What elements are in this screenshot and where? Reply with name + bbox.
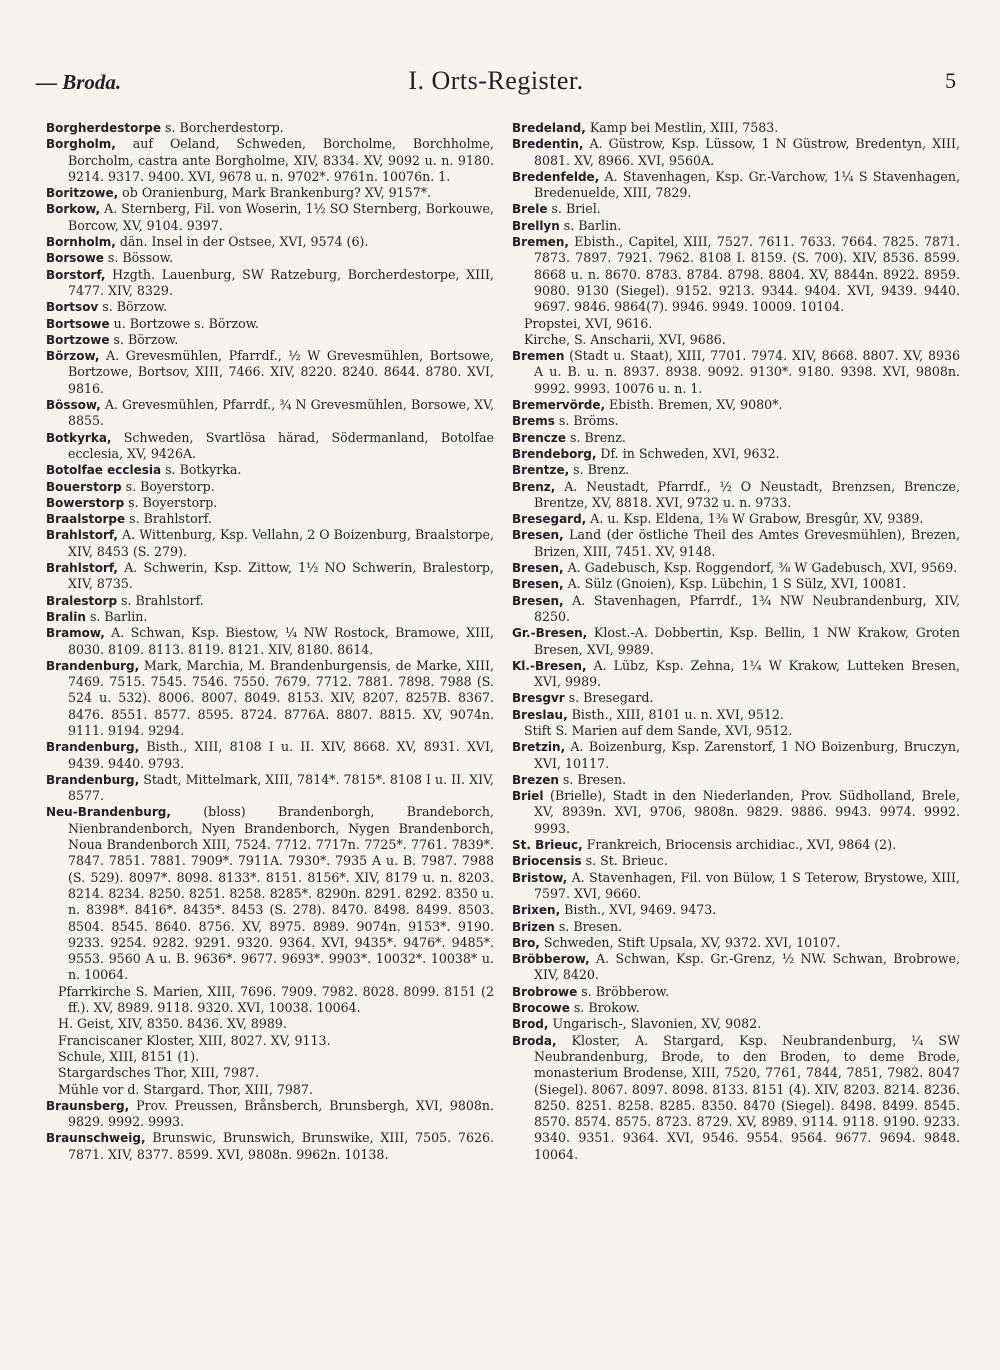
entry-headword: Bretzin, [512, 740, 566, 755]
entry-text: dän. Insel in der Ostsee, XVI, 9574 (6). [115, 234, 369, 250]
entry-text: Hzgth. Lauenburg, SW Ratzeburg, Borcherdestorpe, XIII, 7477. XIV, 8329. [68, 266, 494, 298]
entry-headword: Brems [512, 414, 555, 429]
register-entry [512, 527, 960, 560]
entry-headword: Bortsov [46, 300, 99, 315]
entry-headword: Bristow, [512, 870, 568, 885]
register-entry [46, 593, 494, 609]
entry-headword: Borsowe [46, 251, 104, 266]
register-entry [512, 413, 960, 429]
entry-text: A. Sternberg, Fil. von Woserin, 1½ SO Sternberg, Borkouwe, Borcow, XV, 9104. 9397. [68, 201, 494, 233]
entry-headword: Brenz, [512, 479, 556, 494]
register-entry [512, 560, 960, 576]
register-entry [512, 397, 960, 413]
register-subentry: Kirche, S. Anscharii, XVI, 9686. [524, 331, 726, 347]
register-entry [512, 788, 960, 837]
entry-text: s. Brenz. [565, 429, 626, 445]
entry-headword: Brandenburg, [46, 772, 140, 787]
register-entry [46, 495, 494, 511]
register-entry [512, 234, 960, 315]
register-subentry: Mühle vor d. Stargard. Thor, XIII, 7987. [58, 1081, 313, 1097]
entry-text: s. Bröms. [554, 413, 619, 429]
entry-text: A. Lübz, Ksp. Zehna, 1¼ W Krakow, Lutteken Bresen, XVI, 9989. [534, 657, 960, 690]
register-entry [512, 1033, 960, 1163]
entry-headword: Breslau, [512, 707, 568, 722]
entry-headword: St. Brieuc, [512, 838, 583, 853]
register-entry [46, 185, 494, 201]
entry-headword: Bremervörde, [512, 398, 606, 413]
entry-text: Land (der östliche Theil des Amtes Grevesmühlen), Brezen, Brizen, XIII, 7451. XV, 9148. [534, 527, 960, 559]
entry-headword: Botolfae ecclesia [46, 463, 162, 478]
entry-headword: Briocensis [512, 854, 582, 869]
entry-headword: Bralin [46, 609, 86, 624]
entry-text: u. Bortzowe s. Börzow. [109, 315, 259, 331]
entry-text: A. Wittenburg, Ksp. Vellahn, 2 O Boizenburg, Braalstorpe, XIV, 8453 (S. 279). [68, 527, 494, 559]
entry-text: Df. in Schweden, XVI, 9632. [596, 445, 780, 461]
entry-text: A. Sülz (Gnoien), Ksp. Lübchin, 1 S Sülz, XVI, 10081. [563, 576, 907, 592]
entry-text: Ebisth., Capitel, XIII, 7527. 7611. 7633. 7664. 7825. 7871. 7873. 7897. 7921. 7962. 8108 I. 8159. (S. 700). XIV, 8536. 8599. 8668 u. n. 8670. 8783. 8784. 8798. 8804. XV, 8844n. 8922. 8959. 9080. 9130 (Siegel). 9152. 9213. 9344. 9404. XVI, 9439. 9440. 9697. 9846. 9864(7). 9946. 9949. 10009. 10104. [534, 234, 960, 315]
register-entry [512, 951, 960, 984]
register-entry [512, 772, 960, 788]
register-entry [46, 658, 494, 739]
entry-headword: Brobrowe [512, 984, 578, 999]
entry-text: Klost.-A. Dobbertin, Ksp. Bellin, 1 NW Krakow, Groten Bresen, XVI, 9989. [534, 625, 960, 657]
entry-text: auf Oeland, Schweden, Borcholme, Borchholme, Borcholm, castra ante Borgholme, XIV, 8334. XV, 9092 u. n. 9180. 9214. 9317. 9400. XVI, 9678 u. n. 9702*. 9761n. 10076n. 1. [68, 136, 494, 184]
entry-text: A. Stavenhagen, Fil. von Bülow, 1 S Teterow, Brystowe, XIII, 7597. XVI, 9660. [534, 869, 960, 901]
entry-headword: Brentze, [512, 463, 570, 478]
page-header [36, 66, 956, 102]
entry-text: Prov. Preussen, Brånsberch, Brunsbergh, XVI, 9808n. 9829. 9992. 9993. [68, 1097, 494, 1130]
register-entry [512, 690, 960, 706]
register-entry [46, 397, 494, 430]
entry-headword: Borstorf, [46, 267, 106, 282]
entry-text: s. Brahlstorf. [117, 592, 204, 608]
entry-text: s. Bössow. [103, 250, 174, 266]
entry-text: (Brielle), Stadt in den Niederlanden, Prov. Südholland, Brele, XV, 8939n. XVI, 9706, 9808n. 9829. 9886. 9943. 9974. 9992. 9993. [534, 788, 960, 836]
entry-headword: Brahlstorf, [46, 528, 118, 543]
entry-headword: Bro, [512, 935, 540, 950]
register-entry [512, 853, 960, 869]
register-entry [512, 625, 960, 658]
entry-headword: Braunschweig, [46, 1131, 146, 1146]
entry-headword: Bresen, [512, 561, 564, 576]
entry-text: A. Stavenhagen, Pfarrdf., 1¾ NW Neubrandenburg, XIV, 8250. [534, 592, 960, 624]
entry-text: s. Bröbberow. [577, 983, 670, 999]
register-entry [46, 120, 494, 136]
entry-text: s. Bresen. [558, 771, 627, 787]
entry-headword: Broda, [512, 1033, 557, 1048]
register-entry [512, 218, 960, 234]
entry-headword: Brandenburg, [46, 658, 140, 673]
register-entry [46, 201, 494, 234]
entry-text: Bisth., XIII, 8108 I u. II. XIV, 8668. XV, 8931. XVI, 9439. 9440. 9793. [68, 739, 494, 771]
register-entry [512, 462, 960, 478]
running-head-left: — Broda. [36, 70, 122, 94]
register-entry [46, 430, 494, 463]
entry-text: Ungarisch-, Slavonien, XV, 9082. [548, 1016, 762, 1032]
entry-text: Schweden, Stift Upsala, XV, 9372. XVI, 10107. [539, 934, 841, 950]
entry-headword: Bresen, [512, 593, 564, 608]
register-entry [46, 527, 494, 560]
entry-text: A. Schwerin, Ksp. Zittow, 1½ NO Schwerin, Bralestorp, XIV, 8735. [68, 560, 494, 592]
register-entry [46, 739, 494, 772]
entry-text: s. Brokow. [569, 1000, 640, 1016]
entry-text: s. Bresen. [554, 918, 623, 934]
entry-text: A. u. Ksp. Eldena, 1⅜ W Grabow, Bresgûr, XV, 9389. [586, 511, 924, 527]
register-subentry: Stargardsches Thor, XIII, 7987. [58, 1065, 260, 1081]
entry-headword: Bresgvr [512, 691, 565, 706]
entry-headword: Kl.-Bresen, [512, 658, 587, 673]
register-entry [46, 479, 494, 495]
right-column [512, 120, 960, 1163]
entry-text: s. Botkyrka. [161, 462, 242, 478]
entry-headword: Braalstorpe [46, 512, 126, 527]
register-entry [46, 625, 494, 658]
entry-headword: Bortsowe [46, 316, 110, 331]
register-entry [512, 739, 960, 772]
register-entry [512, 430, 960, 446]
entry-headword: Braunsberg, [46, 1098, 130, 1113]
entry-text: Ebisth. Bremen, XV, 9080*. [605, 397, 783, 413]
entry-headword: Bresen, [512, 577, 564, 592]
register-entry [512, 935, 960, 951]
register-subentry: Franciscaner Kloster, XIII, 8027. XV, 9113. [58, 1032, 331, 1048]
register-entry [512, 446, 960, 462]
entry-text: Schweden, Svartlösa härad, Södermanland, Botolfae ecclesia, XV, 9426A. [68, 429, 494, 461]
register-entry [46, 1098, 494, 1131]
entry-headword: Bowerstorp [46, 495, 125, 510]
register-entry [512, 479, 960, 512]
entry-text: Bisth., XVI, 9469. 9473. [560, 902, 717, 918]
entry-text: s. Börzow. [98, 299, 168, 315]
entry-text: Kloster, A. Stargard, Ksp. Neubrandenburg, ¼ SW Neubrandenburg, Brode, to den Broden, to deme Brode, monasterium Brodense, XIII, 7520, 7761, 7844, 7851, 7982. 8047 (Siegel). 8067. 8097. 8098. 8133. 8151 (4). XIV, 8203. 8214. 8236. 8250. 8251. 8258. 8285. 8350. 8470 (Siegel). 8498. 8499. 8545. 8570. 8574. 8575. 8723. 8729. XV, 8989. 9114. 9118. 9190. 9233. 9340. 9351. 9364. XVI, 9546. 9554. 9564. 9677. 9694. 9848. 10064. [534, 1032, 960, 1162]
entry-headword: Bössow, [46, 398, 101, 413]
entry-text: A. Gadebusch, Ksp. Roggendorf, ⅜ W Gadebusch, XVI, 9569. [563, 560, 958, 576]
register-entry [512, 511, 960, 527]
register-entry [512, 870, 960, 903]
register-entry [46, 1130, 494, 1163]
entry-headword: Bremen, [512, 235, 569, 250]
register-entry [46, 136, 494, 185]
entry-headword: Bremen [512, 349, 565, 364]
entry-text: A. Güstrow, Ksp. Lüssow, 1 N Güstrow, Bredentyn, XIII, 8081. XV, 8966. XVI, 9560A. [534, 136, 960, 168]
entry-text: s. Boyerstorp. [121, 478, 215, 494]
entry-text: s. Briel. [547, 201, 601, 217]
entry-headword: Brezen [512, 772, 559, 787]
entry-text: s. Borcherdestorp. [161, 120, 284, 135]
entry-headword: Brandenburg, [46, 740, 140, 755]
register-entry [46, 560, 494, 593]
entry-text: Mark, Marchia, M. Brandenburgensis, de Marke, XIII, 7469. 7515. 7545. 7546. 7550. 7679. 7712. 7881. 7898. 7988 (S. 524 u. 532). 8006. 8007. 8049. 8153. XIV, 8207. 8257B. 8367. 8476. 8551. 8577. 8595. 8724. 8776A. 8807. 8815. XV, 9074n. 9111. 9194. 9294. [68, 657, 494, 738]
entry-text: s. St. Brieuc. [581, 853, 668, 869]
entry-headword: Bredentin, [512, 137, 584, 152]
entry-headword: Bralestorp [46, 593, 118, 608]
register-entry [46, 348, 494, 397]
register-entry [46, 316, 494, 332]
entry-text: A. Schwan, Ksp. Gr.-Grenz, ½ NW. Schwan, Brobrowe, XIV, 8420. [534, 951, 960, 983]
left-column [46, 120, 494, 1163]
entry-headword: Bramow, [46, 626, 105, 641]
register-subentry: H. Geist, XIV, 8350. 8436. XV, 8989. [58, 1016, 287, 1032]
register-entry [46, 332, 494, 348]
entry-headword: Brendeborg, [512, 446, 597, 461]
entry-headword: Brizen [512, 919, 555, 934]
register-entry [512, 658, 960, 691]
entry-text: A. Schwan, Ksp. Biestow, ¼ NW Rostock, Bramowe, XIII, 8030. 8109. 8113. 8119. 8121. XIV, 8180. 8614. [68, 625, 494, 657]
register-entry [46, 299, 494, 315]
entry-text: s. Barlin. [559, 217, 622, 233]
register-subentry: Stift S. Marien auf dem Sande, XVI, 9512. [524, 722, 793, 738]
entry-text: (bloss) Brandenborgh, Brandeborch, Nienbrandenborch, Nyen Brandenborch, Nygen Brandenborch, Noua Brandenborch XIII, 7524. 7712. 7717n. 7725*. 7761. 7839*. 7847. 7851. 7881. 7909*. 7911A. 7930*. 7935 A u. B. 7987. 7988 (S. 529). 8097*. 8098. 8133*. 8151. 8156*. XIV, 8179 u. n. 8203. 8214. 8234. 8250. 8251. 8258. 8285*. 8290n. 8291. 8292. 8350 u. n. 8398*. 8416*. 8435*. 8453 (S. 278). 8470. 8498. 8499. 8503. 8504. 8545. 8640. 8756. XV, 8975. 8989. 9074n. 9153*. 9190. 9233. 9254. 9282. 9291. 9320. 9364. XVI, 9435*. 9476*. 9485*. 9553. 9560 A u. B. 9636*. 9677. 9693*. 9903*. 10032*. 10038* u. n. 10064. [68, 804, 494, 983]
entry-text: (Stadt u. Staat), XIII, 7701. 7974. XIV, 8668. 8807. XV, 8936 A u. B. u. n. 8937. 8938. 9092. 9130*. 9180. 9398. XVI, 9808n. 9992. 9993. 10076 u. n. 1. [534, 348, 960, 396]
register-entry [512, 169, 960, 202]
register-entry [46, 267, 494, 300]
register-subentry: Pfarrkirche S. Marien, XIII, 7696. 7909. 7982. 8028. 8099. 8151 (2 ff.). XV, 8989. 9118. 9320. XVI, 10038. 10064. [58, 983, 494, 1016]
entry-text: s. Börzow. [109, 331, 179, 347]
entry-headword: Briel [512, 789, 544, 804]
entry-headword: Brixen, [512, 903, 561, 918]
entry-text: Frankreich, Briocensis archidiac., XVI, 9864 (2). [582, 837, 897, 853]
entry-text: s. Boyerstorp. [124, 494, 218, 510]
entry-headword: Borgherdestorpe [46, 121, 161, 135]
entry-headword: Börzow, [46, 349, 100, 364]
entry-text: A. Neustadt, Pfarrdf., ½ O Neustadt, Brenzsen, Brencze, Brentze, XV, 8818. XVI, 9732 u. n. 9733. [534, 478, 960, 510]
entry-headword: Neu-Brandenburg, [46, 805, 171, 820]
entry-text: s. Bresegard. [564, 690, 654, 706]
entry-headword: Brellyn [512, 218, 560, 233]
register-entry [512, 136, 960, 169]
entry-headword: Gr.-Bresen, [512, 626, 588, 641]
register-entry [512, 1016, 960, 1032]
entry-headword: Bredeland, [512, 121, 586, 135]
entry-headword: Bornholm, [46, 235, 116, 250]
register-entry [46, 609, 494, 625]
entry-headword: Brod, [512, 1017, 549, 1032]
entry-headword: Botkyrka, [46, 430, 112, 445]
entry-headword: Brencze [512, 430, 566, 445]
entry-headword: Brele [512, 202, 548, 217]
register-entry [46, 511, 494, 527]
register-entry [512, 902, 960, 918]
entry-text: Stadt, Mittelmark, XIII, 7814*. 7815*. 8108 I u. II. XIV, 8577. [68, 771, 494, 804]
register-entry [512, 593, 960, 626]
register-entry [46, 462, 494, 478]
entry-headword: Bortzowe [46, 332, 110, 347]
page-number: 5 [945, 68, 956, 93]
entry-headword: Bresen, [512, 528, 564, 543]
entry-text: Kamp bei Mestlin, XIII, 7583. [585, 120, 779, 135]
entry-text: A. Grevesmühlen, Pfarrdf., ½ W Grevesmühlen, Bortsowe, Bortzowe, Bortsov, XIII, 7466. XIV, 8220. 8240. 8644. 8780. XVI, 9816. [68, 348, 494, 396]
entry-headword: Bouerstorp [46, 479, 122, 494]
register-entry [512, 348, 960, 397]
register-entry [512, 707, 960, 723]
entry-headword: Boritzowe, [46, 186, 119, 201]
register-entry [512, 837, 960, 853]
entry-text: ob Oranienburg, Mark Brankenburg? XV, 9157*. [118, 185, 432, 201]
register-entry [512, 201, 960, 217]
register-entry [512, 984, 960, 1000]
entry-text: A. Grevesmühlen, Pfarrdf., ¾ N Grevesmühlen, Borsowe, XV, 8855. [68, 397, 494, 429]
register-entry [46, 772, 494, 805]
entry-headword: Bresegard, [512, 512, 587, 527]
entry-text: s. Brahlstorf. [125, 511, 212, 527]
entry-text: s. Brenz. [569, 462, 630, 478]
entry-headword: Brocowe [512, 1001, 570, 1016]
entry-headword: Borgholm, [46, 137, 116, 152]
entry-text: s. Barlin. [85, 608, 148, 624]
entry-headword: Bredenfelde, [512, 169, 600, 184]
entry-headword: Brahlstorf, [46, 561, 118, 576]
register-entry [46, 250, 494, 266]
entry-text: Brunswic, Brunswich, Brunswike, XIII, 7505. 7626. 7871. XIV, 8377. 8599. XVI, 9808n. 9962n. 10138. [68, 1130, 494, 1162]
entry-text: A. Boizenburg, Ksp. Zarenstorf, 1 NO Boizenburg, Bruczyn, XVI, 10117. [534, 739, 960, 771]
register-subentry: Schule, XIII, 8151 (1). [58, 1048, 200, 1064]
register-entry [512, 919, 960, 935]
entry-headword: Borkow, [46, 202, 101, 217]
register-entry [512, 120, 960, 136]
register-entry [46, 234, 494, 250]
entry-headword: Bröbberow, [512, 952, 590, 967]
page-title: I. Orts-Register. [408, 66, 584, 95]
entry-text: Bisth., XIII, 8101 u. n. XVI, 9512. [567, 706, 784, 722]
register-entry [512, 576, 960, 592]
entry-text: A. Stavenhagen, Ksp. Gr.-Varchow, 1¼ S Stavenhagen, Bredenuelde, XIII, 7829. [534, 168, 960, 201]
register-subentry: Propstei, XVI, 9616. [524, 315, 653, 331]
register-entry [46, 804, 494, 983]
register-entry [512, 1000, 960, 1016]
